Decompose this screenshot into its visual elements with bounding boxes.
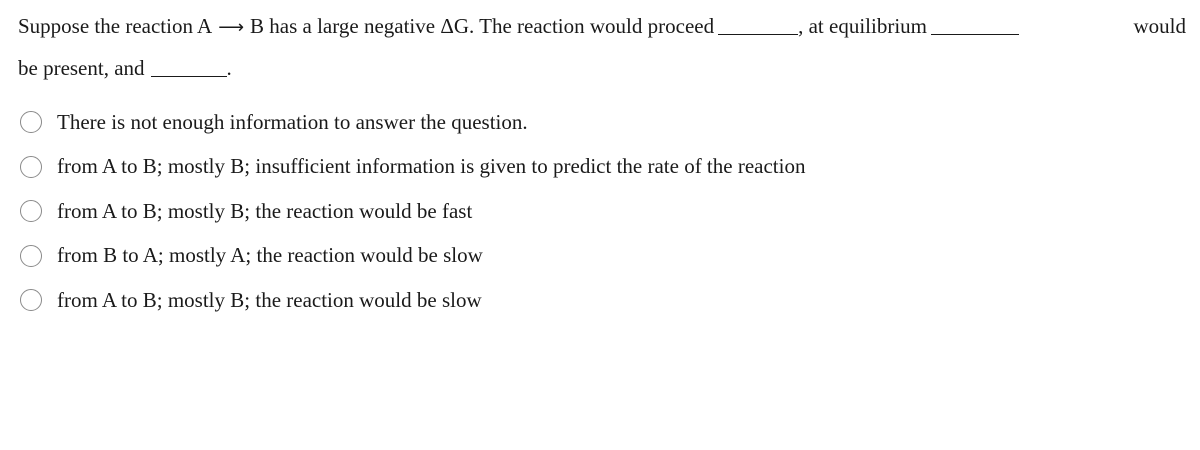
question-part-4: would bbox=[1133, 14, 1186, 38]
radio-button-icon[interactable] bbox=[20, 111, 42, 133]
radio-button-icon[interactable] bbox=[20, 200, 42, 222]
radio-button-icon[interactable] bbox=[20, 156, 42, 178]
question-line-2 bbox=[18, 48, 1186, 88]
question-part-6: . bbox=[226, 56, 232, 80]
answer-blank-1 bbox=[718, 34, 798, 35]
answer-option-2[interactable] bbox=[20, 145, 1120, 190]
radio-button-icon[interactable] bbox=[20, 245, 42, 267]
option-label: from A to B; mostly B; insufficient information is given to predict the rate of the reaction bbox=[57, 154, 806, 179]
option-label: from A to B; mostly B; the reaction would be slow bbox=[57, 287, 482, 312]
answer-options bbox=[20, 100, 1120, 323]
option-label: from B to A; mostly A; the reaction would be slow bbox=[57, 243, 483, 268]
reaction-arrow-icon: ⟶ bbox=[218, 17, 245, 38]
question-text bbox=[18, 6, 1186, 88]
question-part-5: be present, and bbox=[18, 56, 145, 80]
question-part-3: , at equilibrium bbox=[798, 14, 927, 38]
answer-option-3[interactable] bbox=[20, 189, 1120, 234]
question-part-1: Suppose the reaction A bbox=[18, 14, 213, 38]
option-label: from A to B; mostly B; the reaction would be fast bbox=[57, 198, 473, 223]
question-part-2: B has a large negative ΔG. The reaction would proceed bbox=[250, 14, 715, 38]
answer-option-5[interactable] bbox=[20, 278, 1120, 323]
question-line-1 bbox=[18, 6, 1186, 48]
answer-option-1[interactable] bbox=[20, 100, 1120, 145]
answer-blank-2 bbox=[931, 34, 1019, 35]
option-label: There is not enough information to answer the question. bbox=[57, 109, 528, 134]
radio-button-icon[interactable] bbox=[20, 289, 42, 311]
answer-option-4[interactable] bbox=[20, 234, 1120, 279]
answer-blank-3 bbox=[151, 76, 227, 77]
